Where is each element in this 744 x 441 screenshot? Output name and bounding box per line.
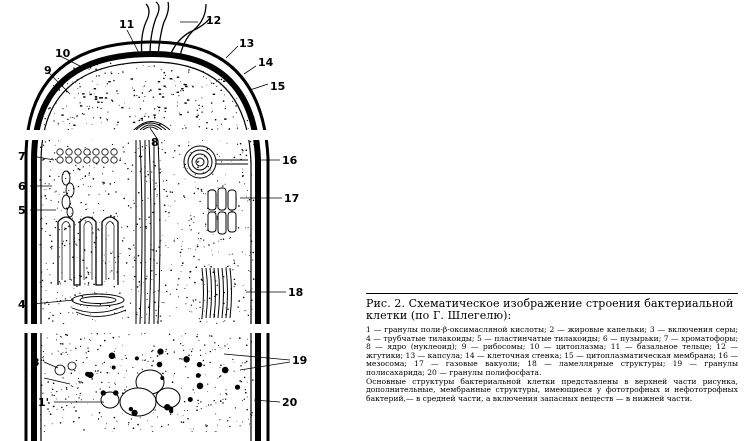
tubular-thylakoids	[72, 294, 126, 317]
inclusions-sulfur	[55, 362, 76, 375]
label-20: 20	[282, 396, 298, 409]
caption-note: Основные структуры бактериальной клетки представлены в верхней части рисунка, дополнительные, мембранные структуры, имеющиеся у фототрофных и нефототрофных бактерий,— в средней части, а включения запасных веществ — в нижней части.	[366, 376, 738, 403]
label-19: 19	[292, 354, 308, 367]
label-18: 18	[288, 286, 304, 299]
lamellar-thylakoids-inner	[62, 222, 114, 281]
lamellar-structures	[202, 268, 232, 318]
label-8: 8	[151, 136, 159, 149]
label-12: 12	[206, 14, 222, 27]
caption-rule	[366, 293, 738, 294]
label-4: 4	[18, 298, 26, 311]
label-2: 2	[30, 372, 38, 385]
label-11: 11	[119, 18, 135, 31]
label-14: 14	[258, 56, 274, 69]
label-17: 17	[284, 192, 300, 205]
label-7: 7	[18, 150, 26, 163]
label-1: 1	[4, 428, 12, 441]
label-15: 15	[270, 80, 286, 93]
label-13: 13	[239, 37, 255, 50]
label-16: 16	[282, 154, 298, 167]
label-5: 5	[18, 204, 26, 217]
mesosome	[184, 146, 248, 178]
label-10: 10	[55, 47, 71, 60]
label-1-prime: 1'	[38, 396, 50, 409]
caption-legend: 1 — гранулы поли-β-оксимасляной кислоты; 2 — жировые капельки; 3 — включения серы; 4 — трубчатые тилакоиды; 5 — пластинчатые тилакоиды; 6 — пузырьки; 7 — хроматофоры; 8 — ядро (нуклеоид); 9 — рибосомы; 10 — цитоплазма; 11 — базальное тельце; 12 — жгутики; 13 — капсула; 14 — клеточная стенка; 15 — цитоплазматическая мембрана; 16 — мезосома; 17 — газовые вакуоли; 18 — ламеллярные структуры; 19 — гранулы полисахарида; 20 — гранулы полифосфата.	[366, 325, 738, 377]
figure-caption	[366, 293, 738, 403]
label-9: 9	[44, 64, 52, 77]
chromatophores	[57, 149, 117, 163]
lamellar-thylakoids	[58, 217, 118, 285]
label-3: 3	[32, 356, 40, 369]
label-6: 6	[18, 180, 26, 193]
vesicles	[62, 171, 74, 217]
caption-title: Рис. 2. Схематическое изображение строения бактериальной клетки (по Г. Шлегелю):	[366, 297, 734, 322]
nucleoid-strands	[136, 140, 160, 324]
